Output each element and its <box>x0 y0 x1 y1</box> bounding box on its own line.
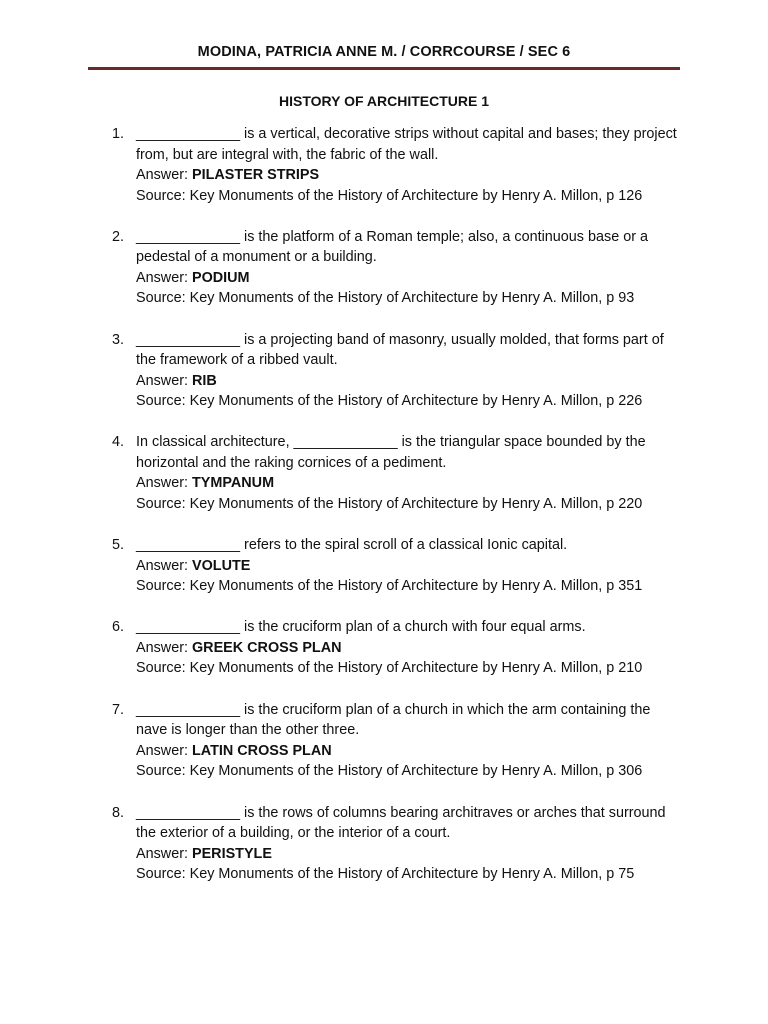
question-number: 2. <box>112 228 125 245</box>
question-item <box>112 227 680 309</box>
question-number: 7. <box>112 701 125 718</box>
question-number: 1. <box>112 126 125 142</box>
question-item <box>112 535 680 597</box>
answer-label: Answer: <box>136 742 192 759</box>
question-item <box>112 432 680 514</box>
question-item <box>112 700 680 782</box>
question-text: _____________ is the rows of columns bearing architraves or arches that surround the exterior of a building, or the interior of a court. <box>136 804 666 842</box>
source-line: Source: Key Monuments of the History of Architecture by Henry A. Millon, p 75 <box>136 866 635 883</box>
question-text: In classical architecture, _____________ is the triangular space bounded by the horizontal and the raking cornices of a pediment. <box>136 434 646 471</box>
question-item <box>112 124 680 206</box>
source-line: Source: Key Monuments of the History of Architecture by Henry A. Millon, p 226 <box>136 393 643 410</box>
question-text: _____________ is the platform of a Roman temple; also, a continuous base or a pedestal of a monument or a building. <box>136 228 648 266</box>
answer-line <box>136 638 680 659</box>
answer-value: PERISTYLE <box>191 845 272 862</box>
answer-value: PODIUM <box>191 269 250 286</box>
question-text: _____________ is a projecting band of masonry, usually molded, that forms part of the framework of a ribbed vault. <box>136 331 664 369</box>
page-title: HISTORY OF ARCHITECTURE 1 <box>278 93 490 109</box>
source-line: Source: Key Monuments of the History of Architecture by Henry A. Millon, p 306 <box>136 763 643 780</box>
answer-line <box>136 268 680 289</box>
question-text: _____________ refers to the spiral scroll of a classical Ionic capital. <box>136 537 568 554</box>
author-header: MODINA, PATRICIA ANNE M. / CORRCOURSE / SEC 6 <box>197 44 571 60</box>
question-list <box>112 124 680 905</box>
answer-label: Answer: <box>136 557 192 574</box>
answer-label: Answer: <box>136 845 192 862</box>
question-item <box>112 330 680 412</box>
question-number: 3. <box>112 331 125 348</box>
answer-value: TYMPANUM <box>191 475 275 492</box>
answer-line <box>136 556 680 577</box>
question-number: 5. <box>112 537 125 554</box>
answer-label: Answer: <box>136 167 192 183</box>
answer-label: Answer: <box>136 475 192 492</box>
header-rule <box>88 67 680 70</box>
source-line: Source: Key Monuments of the History of Architecture by Henry A. Millon, p 93 <box>136 290 635 307</box>
question-item <box>112 803 680 885</box>
answer-label: Answer: <box>136 639 192 656</box>
question-text: _____________ is a vertical, decorative strips without capital and bases; they project from, but are integral with, the fabric of the wall. <box>136 126 677 163</box>
question-number: 8. <box>112 804 125 821</box>
answer-line <box>136 844 680 865</box>
answer-value: LATIN CROSS PLAN <box>191 742 332 759</box>
question-number: 4. <box>112 434 125 451</box>
answer-value: VOLUTE <box>191 557 251 574</box>
source-line: Source: Key Monuments of the History of Architecture by Henry A. Millon, p 210 <box>136 660 643 677</box>
answer-line <box>136 371 680 392</box>
question-text: _____________ is the cruciform plan of a church in which the arm containing the nave is longer than the other three. <box>136 701 651 739</box>
source-line: Source: Key Monuments of the History of Architecture by Henry A. Millon, p 126 <box>136 187 643 204</box>
question-number: 6. <box>112 619 125 636</box>
answer-label: Answer: <box>136 372 192 389</box>
answer-line <box>136 473 680 494</box>
source-line: Source: Key Monuments of the History of Architecture by Henry A. Millon, p 220 <box>136 495 643 512</box>
answer-label: Answer: <box>136 269 192 286</box>
question-item <box>112 617 680 679</box>
question-text: _____________ is the cruciform plan of a church with four equal arms. <box>136 619 586 636</box>
answer-value: RIB <box>191 372 217 389</box>
answer-line <box>136 165 680 186</box>
answer-line <box>136 741 680 762</box>
answer-value: GREEK CROSS PLAN <box>191 639 342 656</box>
source-line: Source: Key Monuments of the History of Architecture by Henry A. Millon, p 351 <box>136 578 643 595</box>
answer-value: PILASTER STRIPS <box>191 167 320 183</box>
